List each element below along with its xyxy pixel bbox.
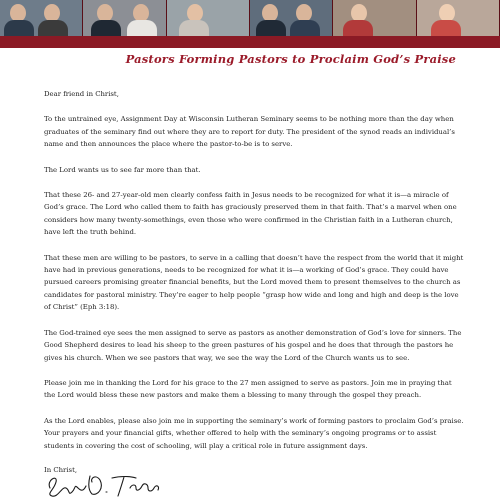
banner-band <box>0 36 500 48</box>
paragraph: That these 26- and 27-year-old men clearly confess faith in Jesus needs to be recognized for what it is—a miracle of God’s grace. The Lord who called them to faith has graciously preserved them in that faith. That’s a marvel when one considers how many twenty-somethings, even those who were confirmed in the Christian faith in a Lutheran church, have left the truth behind. <box>44 191 457 237</box>
photo <box>333 0 416 36</box>
photo-strip <box>0 0 500 36</box>
signature <box>44 466 164 500</box>
paragraph: Please join me in thanking the Lord for his grace to the 27 men assigned to serve as pastors. Join me in praying that the Lord would bless these new pastors and make them a blessing to many through the gospel they preach. <box>44 378 452 400</box>
letter-body <box>44 88 464 489</box>
salutation: Dear friend in Christ, <box>44 90 119 98</box>
tagline: Pastors Forming Pastors to Proclaim God’s Praise <box>125 52 456 66</box>
photo <box>417 0 500 36</box>
photo <box>83 0 166 36</box>
paragraph: The God-trained eye sees the men assigned to serve as pastors as another demonstration of God’s love for sinners. The Good Shepherd desires to lead his sheep to the green pastures of his gospel and he does that through the pastors he gives his church. When we see pastors that way, we see the way the Lord of the Church wants us to see. <box>44 328 462 362</box>
paragraph: As the Lord enables, please also join me in supporting the seminary’s work of forming pastors to proclaim God’s praise. Your prayers and your financial gifts, whether offered to help with the seminary’s ongoing programs or to assist students in covering the cost of schooling, will play a critical role in future assignment days. <box>44 416 464 450</box>
photo <box>167 0 250 36</box>
closing: In Christ, <box>44 465 78 474</box>
paragraph: That these men are willing to be pastors, to serve in a calling that doesn’t have the respect from the world that it might have had in previous generations, needs to be recognized for what it is—a working of God’s grace. They could have pursued careers promising greater financial benefits, but the Lord moved them to present themselves to the church as candidates for pastoral ministry. They’re eager to help people “grasp how wide and long and high and deep is the love of Christ” (Eph 3:18). <box>44 253 464 312</box>
photo <box>250 0 333 36</box>
photo <box>0 0 83 36</box>
paragraph: To the untrained eye, Assignment Day at Wisconsin Lutheran Seminary seems to be nothing more than the day when graduates of the seminary find out where they are to report for duty. The president of the synod reads an individual’s name and then announces the place where the pastor-to-be is to serve. <box>44 115 455 149</box>
header-banner <box>0 0 500 36</box>
paragraph: The Lord wants us to see far more than that. <box>44 165 201 174</box>
